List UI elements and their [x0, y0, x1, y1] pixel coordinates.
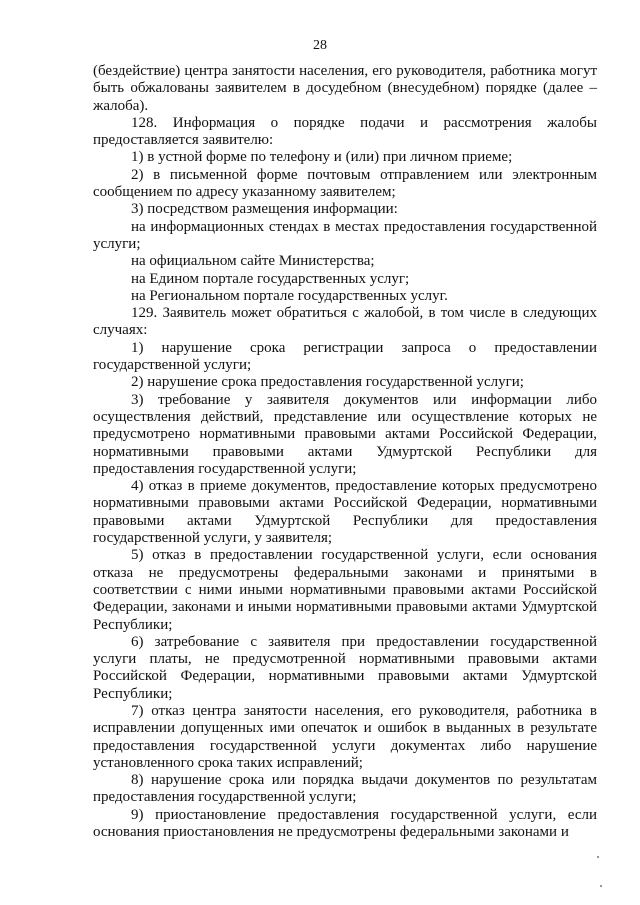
list-item-128-3: 3) посредством размещения информации: [131, 201, 398, 218]
list-item-ministry-site: на официальном сайте Министерства; [131, 253, 375, 270]
scan-speck [597, 856, 599, 858]
scan-speck [600, 885, 602, 887]
page-number: 28 [313, 38, 327, 53]
paragraph-complaint-intro: (бездействие) центра занятости населения, его руководителя, работника могут быть обжалованы заявителем в досудебном (внесудебном) порядке (далее – жалоба). [93, 63, 597, 114]
list-item-stands: на информационных стендах в местах предоставления государственной услуги; [93, 218, 597, 252]
list-item-129-7: 7) отказ центра занятости населения, его руководителя, работника в исправлении допущенных ими опечаток и ошибок в выданных в результате предоставления государственной услуги документах либо нарушение установленного срока таких исправлений; [93, 702, 597, 771]
list-item-128-1: 1) в устной форме по телефону и (или) при личном приеме; [131, 149, 513, 166]
paragraph-128: 128. Информация о порядке подачи и рассмотрения жалобы предоставляется заявителю: [93, 114, 597, 149]
list-item-regional-portal: на Региональном портале государственных услуг. [131, 287, 448, 304]
list-item-129-2: 2) нарушение срока предоставления государственной услуги; [131, 374, 524, 391]
list-item-129-5: 5) отказ в предоставлении государственной услуги, если основания отказа не предусмотрены федеральными законами и принятыми в соответствии с ними иными нормативными правовыми актами Российской Федерации, законами и иными нормативными правовыми актами Удмуртской Республики; [93, 547, 597, 633]
list-item-129-6: 6) затребование с заявителя при предоставлении государственной услуги платы, не предусмотренной нормативными правовыми актами Российской Федерации, нормативными правовыми актами Удмуртской Республики; [93, 633, 597, 702]
list-item-129-8: 8) нарушение срока или порядка выдачи документов по результатам предоставления государственной услуги; [93, 772, 597, 806]
list-item-129-9: 9) приостановление предоставления государственной услуги, если основания приостановления не предусмотрены федеральными законами и [93, 806, 597, 841]
list-item-128-2: 2) в письменной форме почтовым отправлением или электронным сообщением по адресу указанному заявителем; [93, 166, 597, 201]
paragraph-129: 129. Заявитель может обратиться с жалобой, в том числе в следующих случаях: [93, 305, 597, 339]
list-item-129-4: 4) отказ в приеме документов, предоставление которых предусмотрено нормативными правовыми актами Российской Федерации, нормативными правовыми актами Удмуртской Республики для предоставления государственной услуги, у заявителя; [93, 478, 597, 547]
document-body [93, 63, 597, 841]
list-item-unified-portal: на Едином портале государственных услуг; [131, 270, 410, 287]
list-item-129-1: 1) нарушение срока регистрации запроса о предоставлении государственной услуги; [93, 339, 597, 374]
list-item-129-3: 3) требование у заявителя документов или информации либо осуществления действий, представление или осуществление которых не предусмотрено нормативными правовыми актами Российской Федерации, нормативными правовыми актами Удмуртской Республики для предоставления государственной услуги; [93, 391, 597, 477]
